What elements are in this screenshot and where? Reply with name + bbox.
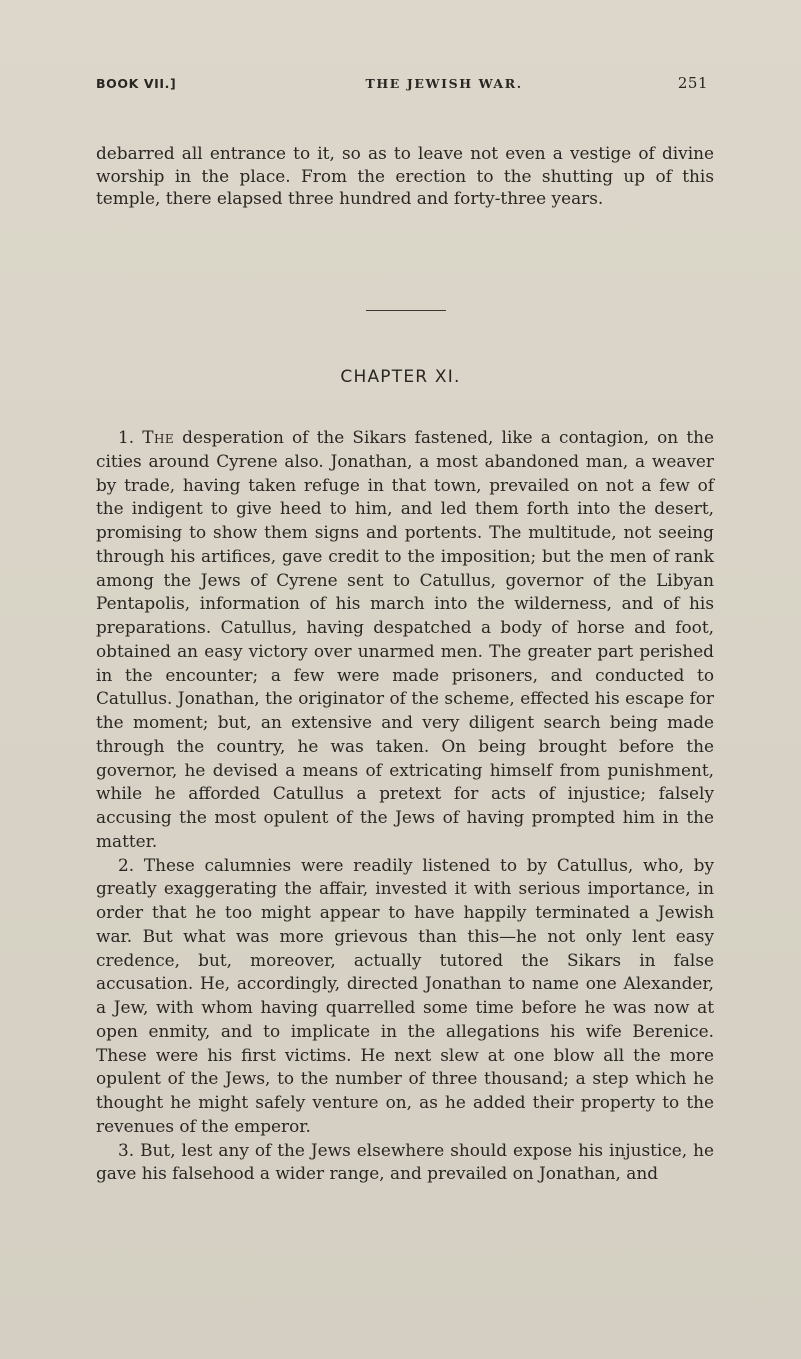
chapter-body (96, 426, 714, 1186)
paragraph-section-3 (96, 1139, 714, 1187)
opening-text (96, 142, 714, 210)
header-book-label: BOOK VII.] (96, 76, 177, 91)
section-number: 3. (118, 1139, 135, 1160)
section-text: But, lest any of the Jews elsewhere should expose his injustice, he gave his falsehood a wider range, and prevailed on Jonathan, and (96, 1139, 714, 1184)
section-lead-word: The (142, 427, 174, 447)
section-text: These calumnies were readily listened to by Catullus, who, by greatly exaggerating the affair, invested it with serious importance, in order that he too might appear to have happily terminated a Jewish war. But what was more grievous than this—he not only lent easy credence, but, moreover, actually tutored the Sikars in false accusation. He, accordingly, directed Jonathan to name one Alexander, a Jew, with whom having quarrelled some time before he was now at open enmity, and to implicate in the allegations his wife Berenice. These were his first victims. He next slew at one blow all the more opulent of the Jews, to the number of three thousand; a step which he thought he might safely venture on, as he added their property to the revenues of the emperor. (96, 854, 714, 1136)
page-number: 251 (677, 74, 708, 92)
running-header (96, 74, 708, 92)
chapter-heading: CHAPTER XI. (340, 367, 461, 387)
section-number: 2. (118, 854, 135, 875)
paragraph-section-2 (96, 854, 714, 1139)
section-number: 1. (118, 427, 135, 447)
header-title: THE JEWISH WAR. (365, 76, 523, 91)
section-divider (366, 310, 446, 311)
paragraph-section-1 (96, 426, 714, 854)
section-text: desperation of the Sikars fastened, like a contagion, on the cities around Cyrene also. Jonathan, a most abandoned man, a weaver by trade, having taken refuge in that town, prevailed on not a few of the indigent to give heed to him, and led them forth into the desert, promising to show them signs and portents. The multitude, not seeing through his artifices, gave credit to the imposition; but the men of rank among the Jews of Cyrene sent to Catullus, governor of the Libyan Pentapolis, information of his march into the wilderness, and of his preparations. Catullus, having despatched a body of horse and foot, obtained an easy victory over unarmed men. The greater part perished in the encounter; a few were made prisoners, and conducted to Catullus. Jonathan, the originator of the scheme, effected his escape for the moment; but, an extensive and very diligent search being made through the country, he was taken. On being brought before the governor, he devised a means of extricating himself from punishment, while he afforded Catullus a pretext for acts of injustice; falsely accusing the most opulent of the Jews of having prompted him in the matter. (96, 427, 715, 851)
opening-paragraph: debarred all entrance to it, so as to leave not even a vestige of divine worship in the place. From the erection to the shutting up of this temple, there elapsed three hundred and forty-three years. (96, 143, 714, 209)
